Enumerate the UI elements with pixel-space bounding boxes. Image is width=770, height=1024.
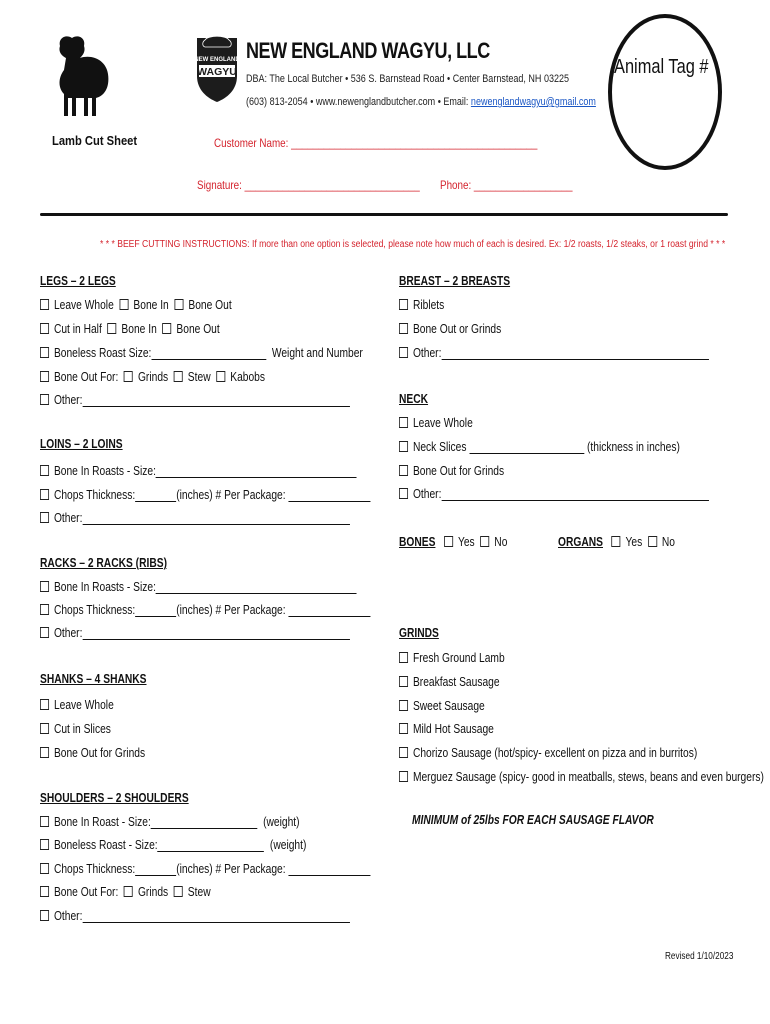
shoulders-row-chops: Chops Thickness: (inches) # Per Package: [40,862,370,876]
checkbox-icon[interactable] [40,886,49,897]
organs-heading: ORGANS [558,535,603,549]
racks-heading: RACKS – 2 RACKS (RIBS) [40,556,168,570]
blank-line[interactable] [288,604,370,617]
grinds-item: Breakfast Sausage [399,675,500,689]
company-name: NEW ENGLAND WAGYU, LLC [246,38,490,63]
checkbox-icon[interactable] [399,299,408,310]
legs-row-whole: Leave Whole Bone In Bone Out [40,298,232,312]
legs-row-boneout: Bone Out For: Grinds Stew Kabobs [40,370,265,384]
grinds-item: Sweet Sausage [399,699,485,713]
shoulders-heading: SHOULDERS – 2 SHOULDERS [40,791,189,805]
customer-name-field[interactable]: Customer Name: _____________________________________________ [214,136,538,150]
svg-text:WAGYU: WAGYU [197,66,237,78]
checkbox-icon[interactable] [107,323,116,334]
sheep-icon [52,32,112,118]
checkbox-icon[interactable] [399,347,408,358]
checkbox-icon[interactable] [40,512,49,523]
checkbox-icon[interactable] [399,323,408,334]
organs-row: ORGANS Yes No [558,535,675,549]
blank-line[interactable] [288,489,370,502]
neck-slices: Neck Slices (thickness in inches) [399,440,680,454]
shoulders-row-other: Other: [40,909,350,923]
shanks-item: Bone Out for Grinds [40,746,145,760]
checkbox-icon[interactable] [40,839,49,850]
checkbox-icon[interactable] [40,699,49,710]
checkbox-icon[interactable] [444,536,453,547]
legs-row-other: Other: [40,393,350,407]
checkbox-icon[interactable] [40,627,49,638]
blank-line[interactable] [156,465,357,478]
checkbox-icon[interactable] [119,299,128,310]
blank-line[interactable] [288,863,370,876]
checkbox-icon[interactable] [399,652,408,663]
blank-line[interactable] [135,604,176,617]
checkbox-icon[interactable] [40,816,49,827]
blank-line[interactable] [82,512,349,525]
legs-row-half: Cut in Half Bone In Bone Out [40,322,220,336]
breast-heading: BREAST – 2 BREASTS [399,274,511,288]
neck-other: Other: [399,487,709,501]
grinds-item: Fresh Ground Lamb [399,651,505,665]
checkbox-icon[interactable] [162,323,171,334]
checkbox-icon[interactable] [399,417,408,428]
checkbox-icon[interactable] [399,723,408,734]
loins-row-chops: Chops Thickness: (inches) # Per Package: [40,488,370,502]
checkbox-icon[interactable] [399,488,408,499]
checkbox-icon[interactable] [648,536,657,547]
checkbox-icon[interactable] [40,489,49,500]
checkbox-icon[interactable] [399,676,408,687]
checkbox-icon[interactable] [480,536,489,547]
shanks-item: Cut in Slices [40,722,111,736]
neck-heading: NECK [399,392,429,406]
blank-line[interactable] [156,581,357,594]
signature-field[interactable]: Signature: ________________________________ [197,178,420,192]
header-divider [40,213,728,216]
breast-other: Other: [399,346,709,360]
checkbox-icon[interactable] [174,371,183,382]
checkbox-icon[interactable] [40,347,49,358]
checkbox-icon[interactable] [399,700,408,711]
contact-prefix: (603) 813-2054 • www.newenglandbutcher.com • Email: [246,96,471,108]
checkbox-icon[interactable] [40,581,49,592]
doc-title: Lamb Cut Sheet [52,133,138,148]
legs-heading: LEGS – 2 LEGS [40,274,116,288]
checkbox-icon[interactable] [124,371,133,382]
svg-text:NEW ENGLAND: NEW ENGLAND [194,57,240,63]
email-link[interactable]: newenglandwagyu@gmail.com [470,96,596,108]
shoulders-row-bonein: Bone In Roast - Size: (weight) [40,815,300,829]
revised-date: Revised 1/10/2023 [665,951,734,962]
checkbox-icon[interactable] [612,536,621,547]
checkbox-icon[interactable] [174,299,183,310]
shoulders-row-boneout: Bone Out For: Grinds Stew [40,885,211,899]
contact-line [246,96,596,108]
loins-row-roasts: Bone In Roasts - Size: [40,464,357,478]
grinds-heading: GRINDS [399,626,439,640]
shanks-heading: SHANKS – 4 SHANKS [40,672,147,686]
animal-tag-label: Animal Tag # [614,56,709,78]
breast-item: Bone Out or Grinds [399,322,501,336]
bones-row: BONES Yes No [399,535,508,549]
legs-row-boneless: Boneless Roast Size: Weight and Number [40,346,363,360]
bones-heading: BONES [399,535,436,549]
blank-line[interactable] [135,489,176,502]
checkbox-icon[interactable] [40,604,49,615]
checkbox-icon[interactable] [40,910,49,921]
checkbox-icon[interactable] [40,371,49,382]
checkbox-icon[interactable] [40,863,49,874]
checkbox-icon[interactable] [40,465,49,476]
blank-line[interactable] [441,347,708,360]
checkbox-icon[interactable] [124,886,133,897]
blank-line[interactable] [151,816,258,829]
checkbox-icon[interactable] [174,886,183,897]
neck-item: Bone Out for Grinds [399,464,504,478]
blank-line[interactable] [82,910,349,923]
neck-item: Leave Whole [399,416,473,430]
blank-line[interactable] [441,488,708,501]
shanks-item: Leave Whole [40,698,114,712]
checkbox-icon[interactable] [399,771,408,782]
cutting-instructions: * * * BEEF CUTTING INSTRUCTIONS: If more than one option is selected, please note how much of each is desired. Ex: 1/2 roasts, 1/2 steaks, or 1 roast grind * * * [100,239,726,250]
shoulders-row-boneless: Boneless Roast - Size: (weight) [40,838,306,852]
racks-row-chops: Chops Thickness: (inches) # Per Package: [40,603,370,617]
phone-field[interactable]: Phone: __________________ [440,178,573,192]
blank-line[interactable] [135,863,176,876]
wagyu-shield-logo [194,32,240,104]
checkbox-icon[interactable] [40,723,49,734]
animal-tag-circle [608,14,722,170]
checkbox-icon[interactable] [40,747,49,758]
blank-line[interactable] [158,839,265,852]
checkbox-icon[interactable] [399,441,408,452]
blank-line[interactable] [82,627,349,640]
checkbox-icon[interactable] [40,323,49,334]
blank-line[interactable] [151,347,266,360]
checkbox-icon[interactable] [40,394,49,405]
racks-row-other: Other: [40,626,350,640]
loins-heading: LOINS – 2 LOINS [40,437,123,451]
checkbox-icon[interactable] [399,747,408,758]
checkbox-icon[interactable] [40,299,49,310]
checkbox-icon[interactable] [216,371,225,382]
breast-item: Riblets [399,298,444,312]
blank-line[interactable] [469,441,584,454]
dba-line: DBA: The Local Butcher • 536 S. Barnstead Road • Center Barnstead, NH 03225 [246,73,570,85]
grinds-item: Mild Hot Sausage [399,722,494,736]
sausage-minimum-note: MINIMUM of 25lbs FOR EACH SAUSAGE FLAVOR [412,813,654,827]
checkbox-icon[interactable] [399,465,408,476]
loins-row-other: Other: [40,511,350,525]
blank-line[interactable] [82,394,349,407]
grinds-item: Chorizo Sausage (hot/spicy- excellent on pizza and in burritos) [399,746,697,760]
racks-row-roasts: Bone In Roasts - Size: [40,580,357,594]
grinds-item: Merguez Sausage (spicy- good in meatballs, stews, beans and even burgers) [399,770,764,784]
